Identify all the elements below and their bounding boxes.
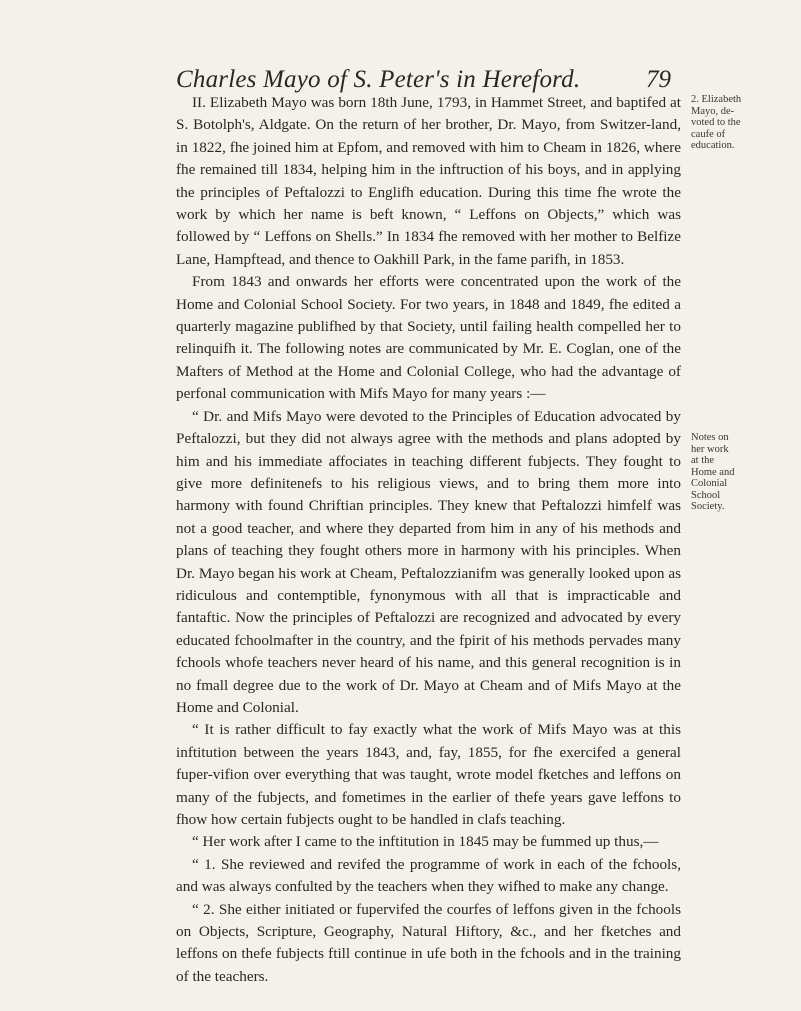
- margin-note-line: Home and: [691, 466, 735, 478]
- paragraph: II. Elizabeth Mayo was born 18th June, 1793, in Hammet Street, and baptifed at S. Botolph's, Aldgate. On the return of her brother, Dr. Mayo, from Switzer-land, in 1822, fhe joined him at Epfom, and removed with him to Cheam in 1826, where fhe remained till 1834, helping him in the inftruction of his boys, and in applying the principles of Peftalozzi to Englifh education. During this time fhe wrote the work by which her name is beft known, “ Leffons on Objects,” which was followed by “ Leffons on Shells.” In 1834 fhe removed with her mother to Belfize Lane, Hampftead, and thence to Oakhill Park, in the fame parifh, in 1853.: [176, 94, 681, 268]
- page-number: 79: [646, 66, 671, 93]
- paragraph: “ 2. She either initiated or fupervifed the courfes of leffons given in the fchools on Objects, Scripture, Geography, Natural Hiftory, &c., and her fketches and leffons on thefe fubjects ftill continue in ufe both in the fchools and in the training of the teachers.: [176, 900, 681, 985]
- margin-note-home-colonial: [691, 432, 795, 513]
- margin-note-line: Notes on: [691, 432, 729, 443]
- margin-note-line: at the: [691, 455, 715, 466]
- margin-note-line: education.: [691, 140, 735, 151]
- margin-note-line: 2. Elizabeth: [691, 94, 742, 105]
- margin-note-line: Colonial: [691, 478, 728, 489]
- margin-note-line: caufe of: [691, 128, 726, 140]
- paragraph: From 1843 and onwards her efforts were concentrated upon the work of the Home and Colonial School Society. For two years, in 1848 and 1849, fhe edited a quarterly magazine publifhed by that Society, until failing health compelled her to relinquifh it. The following notes are communicated by Mr. E. Coglan, one of the Mafters of Method at the Home and Colonial College, who had the advantage of perfonal communication with Mifs Mayo for many years :—: [176, 273, 681, 403]
- margin-note-line: Society.: [691, 501, 725, 512]
- margin-note-line: voted to the: [691, 117, 741, 128]
- paragraph: “ 1. She reviewed and revifed the programme of work in each of the fchools, and was always confulted by the teachers when they wifhed to make any change.: [176, 855, 681, 896]
- paragraph: “ It is rather difficult to fay exactly what the work of Mifs Mayo was at this inftitution between the years 1843, and, fay, 1855, for fhe exercifed a general fuper-vifion over everything that was taught, wrote model fketches and leffons on many of the fubjects, and fometimes in the earlier of thefe years gave leffons to fhow how certain fubjects ought to be handled in clafs teaching.: [176, 721, 681, 828]
- margin-note-elizabeth-mayo: [691, 94, 795, 152]
- margin-note-line: School: [691, 489, 721, 501]
- paragraph: “ Dr. and Mifs Mayo were devoted to the Principles of Education advocated by Peftalozzi, but they did not always agree with the methods and plans adopted by him and his immediate affociates in teaching different fubjects. They fought to give more definitenefs to his religious views, and to bring them more into harmony with found Chriftian principles. They knew that Peftalozzi himfelf was not a good teacher, and where they departed from him in any of his methods and plans of teaching they fought others more in harmony with his principles. When Dr. Mayo began his work at Cheam, Peftalozzianifm was generally looked upon as ridiculous and contemptible, fynonymous with all that is impracticable and fantaftic. Now the principles of Peftalozzi are recognized and advocated by every educated fchoolmafter in the country, and the fpirit of his methods pervades many fchools whofe teachers never heard of his name, and this general recognition is in no fmall degree due to the work of Dr. Mayo at Cheam and of Mifs Mayo at the Home and Colonial.: [176, 407, 681, 716]
- margin-note-line: Mayo, de-: [691, 105, 735, 117]
- body-text: [176, 92, 681, 988]
- paragraph: “ Her work after I came to the inftitution in 1845 may be fummed up thus,—: [192, 833, 659, 851]
- margin-note-line: her work: [691, 443, 729, 455]
- running-title: Charles Mayo of S. Peter's in Hereford.: [176, 66, 581, 93]
